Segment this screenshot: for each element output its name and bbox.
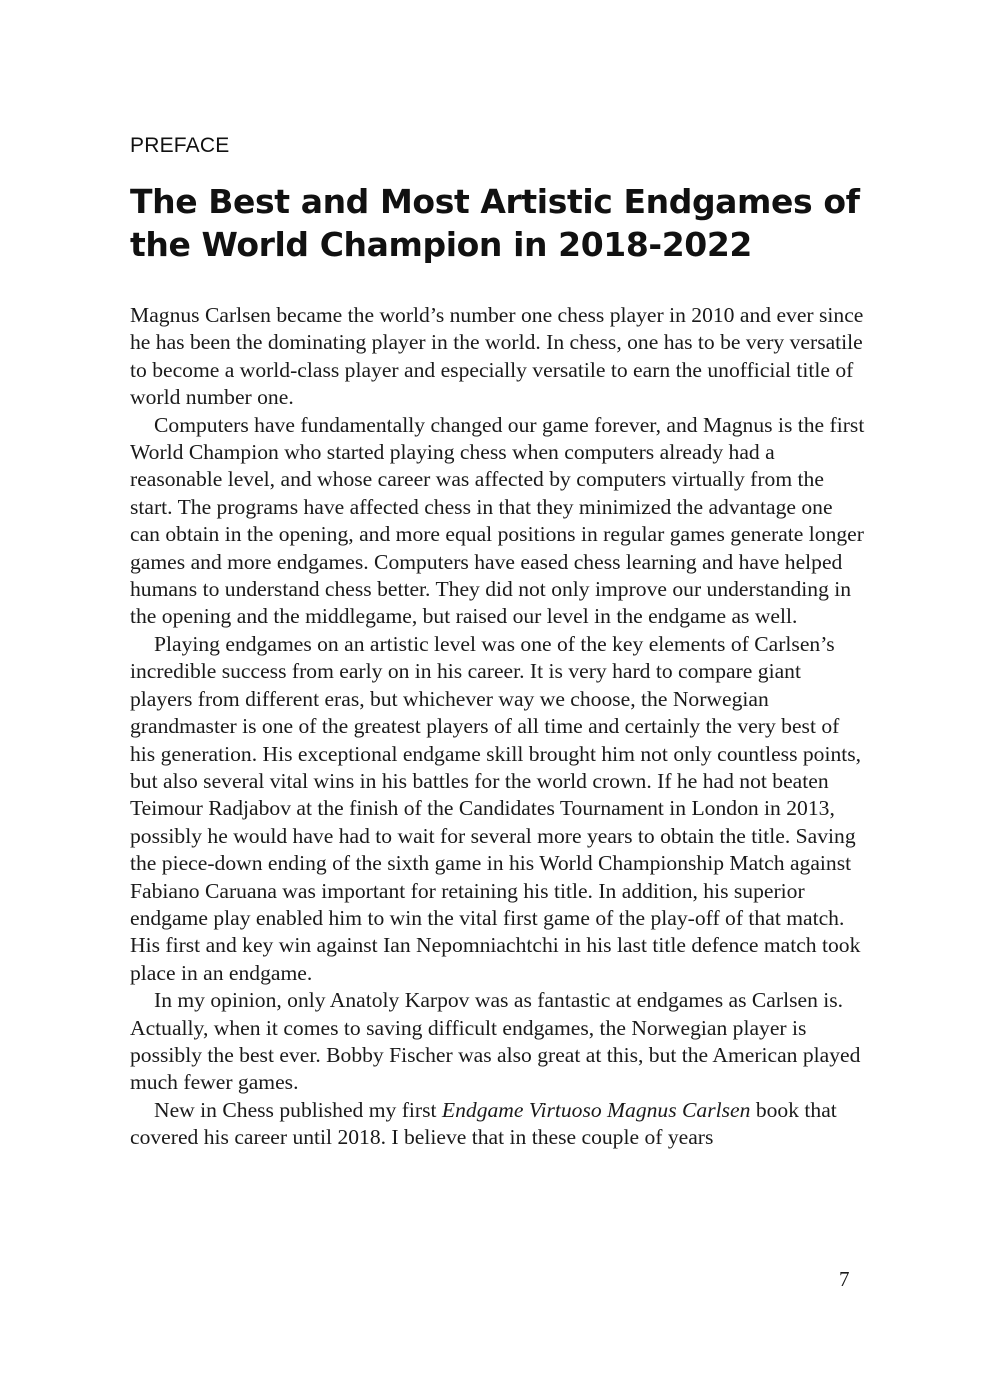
paragraph-5-text-start: New in Chess published my first [154,1097,442,1122]
paragraph-5-text-end: book that covered his career until 2018. I believe that in these couple of years [130,1097,837,1150]
body-text [130,302,866,1152]
paragraph-2: Computers have fundamentally changed our game forever, and Magnus is the first World Champion who started playing chess when computers already had a reasonable level, and whose career was affected by computers virtually from the start. The programs have affected chess in that they minimized the advantage one can obtain in the opening, and more equal positions in regular games generate longer games and more endgames. Computers have eased chess learning and have helped humans to understand chess better. They did not only improve our understanding in the opening and the middlegame, but raised our level in the endgame as well. [130,412,865,629]
paragraph-3: Playing endgames on an artistic level was one of the key elements of Carlsen’s incredible success from early on in his career. It is very hard to compare giant players from different eras, but whichever way we choose, the Norwegian grandmaster is one of the greatest players of all time and certainly the very best of his generation. His exceptional endgame skill brought him not only countless points, but also several vital wins in his battles for the world crown. If he had not beaten Teimour Radjabov at the finish of the Candidates Tournament in London in 2013, possibly he would have had to wait for several more years to obtain the title. Saving the piece-down ending of the sixth game in his World Championship Match against Fabiano Caruana was important for retaining his title. In addition, his superior endgame play enabled him to win the vital first game of the play-off of that match. His first and key win against Ian Nepomniachtchi in his last title defence match took place in an endgame. [130,631,862,985]
chapter-title-line-2: the World Champion in 2018-2022 [130,225,752,264]
section-label: PREFACE [130,134,230,157]
paragraph-4: In my opinion, only Anatoly Karpov was as fantastic at endgames as Carlsen is. Actually, when it comes to saving difficult endgames, the Norwegian player is possibly the best ever. Bobby Fischer was also great at this, but the American played much fewer games. [130,988,861,1095]
book-title: Endgame Virtuoso Magnus Carlsen [441,1097,751,1122]
chapter-title [130,180,870,266]
chapter-title-line-1: The Best and Most Artistic Endgames of [130,182,860,221]
page-number: 7 [839,1267,850,1291]
paragraph-1: Magnus Carlsen became the world’s number one chess player in 2010 and ever since he has been the dominating player in the world. In chess, one has to be very versatile to become a world-class player and especially versatile to earn the unofficial title of world number one. [130,303,864,410]
paragraph-5 [130,1097,866,1152]
